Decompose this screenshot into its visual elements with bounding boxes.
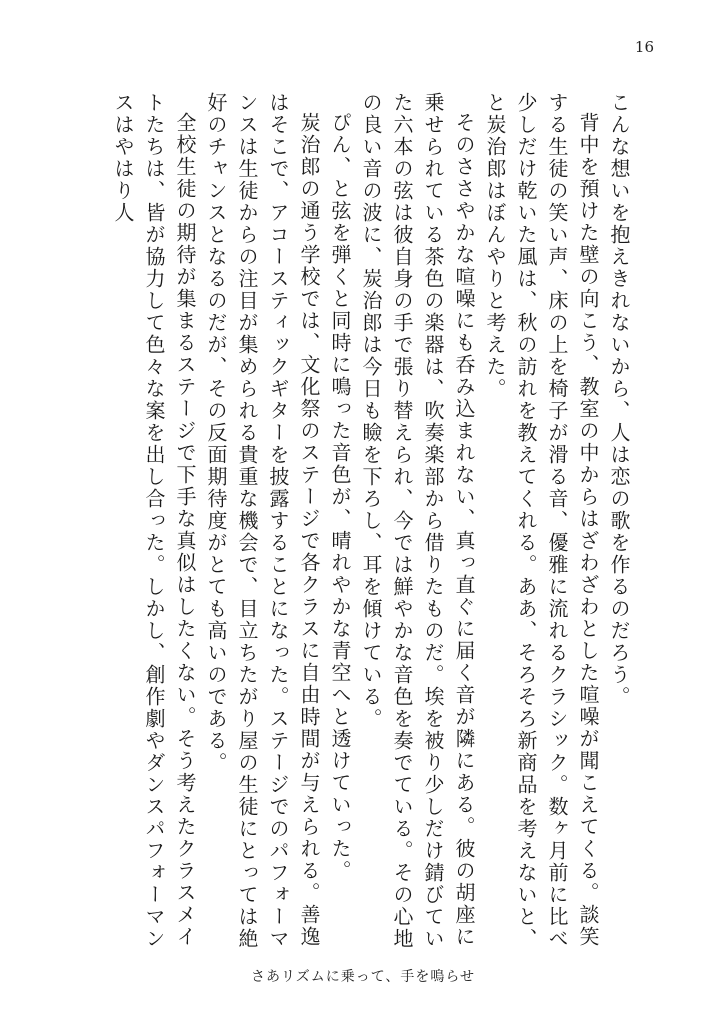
paragraph: 全校生徒の期待が集まるステージで下手な真似はしたくない。そう考えたクラスメイトたちは、皆が協力して色々な案を出し合った。しかし、創作劇やダンスパフォーマンスはやはり人 (111, 92, 197, 950)
page-number: 16 (634, 38, 654, 56)
paragraph: ぴん、と弦を弾くと同時に鳴った音色が、晴れやかな青空へと透けていった。 (328, 112, 352, 882)
paragraph: 炭治郎の通う学校では、文化祭のステージで各クラスに自由時間が与えられる。善逸はそこで、アコースティックギターを披露することになった。ステージでのパフォーマンスは生徒からの注目が集められる貴重な機会で、目立ちたがり屋の生徒にとっては絶好のチャンスとなるのだが、その反面期待度がとても高いのである。 (204, 92, 321, 950)
vertical-body-text (54, 92, 634, 952)
paragraph: こんな想いを抱えきれないから、人は恋の歌を作るのだろう。 (607, 92, 631, 708)
running-footer-title: さあリズムに乗って、手を鳴らせ (250, 969, 476, 985)
paragraph: そのささやかな喧噪にも呑み込まれない、真っ直ぐに届く音が隣にある。彼の胡座に乗せられている茶色の楽器は、吹奏楽部から借りたものだ。埃を被り少しだけ錆びていた六本の弦は彼自身の手で張り替えられ、今では鮮やかな音色を奏でている。その心地の良い音の波に、炭治郎は今日も瞼を下ろし、耳を傾けている。 (359, 92, 476, 950)
paragraph: 背中を預けた壁の向こう、教室の中からはざわざわとした喧噪が聞こえてくる。談笑する生徒の笑い声、床の上を椅子が滑る音、優雅に流れるクラシック。数ヶ月前に比べ少しだけ乾いた風は、秋の訪れを教えてくれる。ああ、そろそろ新商品を考えないと、と炭治郎はぼんやりと考えた。 (483, 92, 600, 950)
